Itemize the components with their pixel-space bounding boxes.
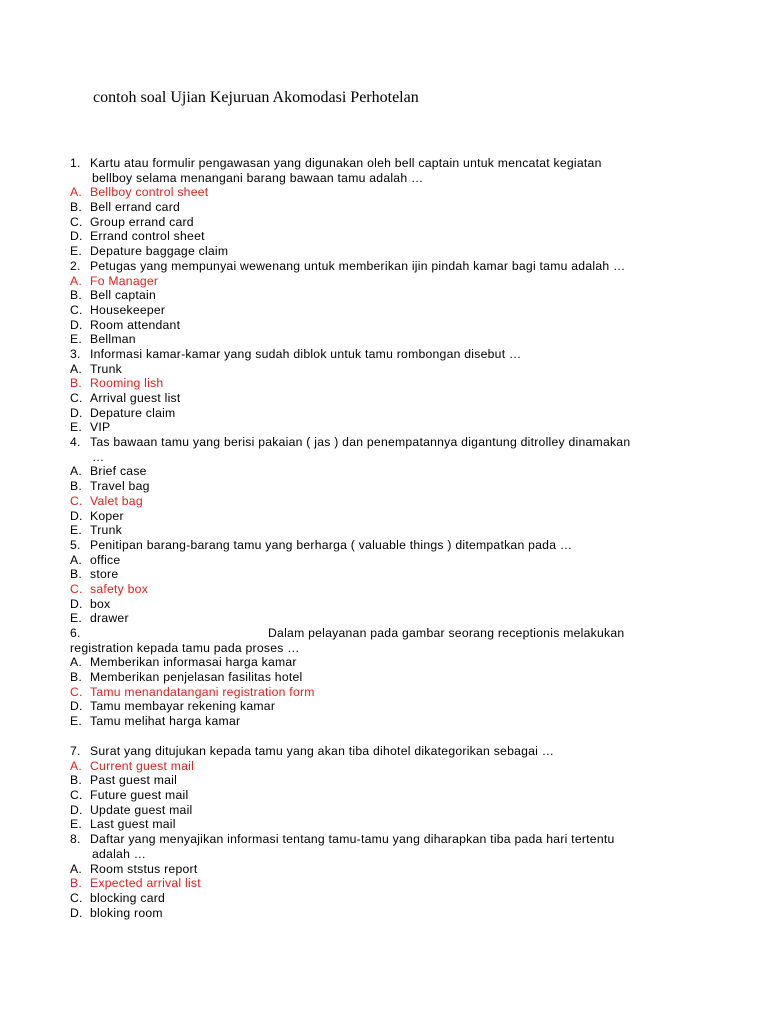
option-letter: D. <box>70 802 83 817</box>
option-text: VIP <box>90 420 111 435</box>
answer-option-correct <box>70 759 700 774</box>
question-text: Daftar yang menyajikan informasi tentang tamu-tamu yang diharapkan tiba pada hari tertentu <box>90 832 615 847</box>
answer-option <box>70 523 700 538</box>
option-letter: B. <box>70 479 83 494</box>
option-text: Bellman <box>90 332 136 347</box>
option-text: Rooming lish <box>90 376 164 391</box>
blank-line <box>70 729 700 744</box>
option-letter: D. <box>70 317 83 332</box>
option-letter: B. <box>70 200 83 215</box>
question-text: registration kepada tamu pada proses … <box>70 640 300 655</box>
option-letter: C. <box>70 581 83 596</box>
answer-option-correct <box>70 582 700 597</box>
option-text: Tamu menandatangani registration form <box>90 684 315 699</box>
option-letter: D. <box>70 508 83 523</box>
option-letter: A. <box>70 464 83 479</box>
question-text: Dalam pelayanan pada gambar seorang receptionis melakukan <box>268 626 625 640</box>
option-text: Expected arrival list <box>90 876 201 891</box>
option-letter: C. <box>70 788 83 803</box>
answer-option <box>70 332 700 347</box>
option-text: Trunk <box>90 523 122 538</box>
question-text: Informasi kamar-kamar yang sudah diblok untuk tamu rombongan disebut … <box>90 346 522 361</box>
answer-option <box>70 655 700 670</box>
option-letter: B. <box>70 773 83 788</box>
option-letter: A. <box>70 655 83 670</box>
question-number: 6. <box>70 626 81 640</box>
option-text: Koper <box>90 508 124 523</box>
option-letter: D. <box>70 229 83 244</box>
question-text: Surat yang ditujukan kepada tamu yang akan tiba dihotel dikategorikan sebagai … <box>90 744 555 758</box>
answer-option <box>70 891 700 906</box>
question-line <box>70 832 700 847</box>
answer-option-correct <box>70 685 700 700</box>
option-text: Housekeeper <box>90 302 166 317</box>
option-letter: E. <box>70 332 83 347</box>
question-text: Petugas yang mempunyai wewenang untuk memberikan ijin pindah kamar bagi tamu adalah … <box>90 258 626 273</box>
option-text: Bell captain <box>90 288 157 303</box>
question-number: 7. <box>70 744 81 758</box>
answer-option <box>70 464 700 479</box>
question-line <box>70 435 700 450</box>
option-letter: A. <box>70 273 83 288</box>
answer-option <box>70 670 700 685</box>
question-text: Kartu atau formulir pengawasan yang digunakan oleh bell captain untuk mencatat kegiatan <box>90 156 602 170</box>
answer-option-correct <box>70 494 700 509</box>
option-letter: B. <box>70 876 83 891</box>
answer-option <box>70 699 700 714</box>
answer-option-correct <box>70 185 700 200</box>
answer-option <box>70 817 700 832</box>
option-letter: B. <box>70 288 83 303</box>
answer-option-correct <box>70 376 700 391</box>
option-letter: B. <box>70 376 83 391</box>
question-text-continued <box>70 171 700 186</box>
question-number: 2. <box>70 258 81 273</box>
option-text: Tamu membayar rekening kamar <box>90 699 276 714</box>
option-letter: D. <box>70 596 83 611</box>
option-text: office <box>90 552 121 567</box>
answer-option <box>70 803 700 818</box>
answer-option <box>70 200 700 215</box>
option-text: Arrival guest list <box>90 391 181 405</box>
option-text: store <box>90 567 119 582</box>
answer-option <box>70 318 700 333</box>
answer-option <box>70 362 700 377</box>
answer-option <box>70 862 700 877</box>
option-letter: D. <box>70 905 83 920</box>
question-line <box>70 347 700 362</box>
question-line <box>70 744 700 759</box>
option-letter: E. <box>70 523 83 538</box>
option-letter: C. <box>70 214 83 229</box>
answer-option <box>70 215 700 230</box>
answer-option <box>70 420 700 435</box>
option-text: Memberikan informasai harga kamar <box>90 655 297 670</box>
answer-option <box>70 479 700 494</box>
answer-option <box>70 406 700 421</box>
option-letter: E. <box>70 611 83 626</box>
option-text: Last guest mail <box>90 817 176 832</box>
question-text: adalah … <box>92 846 147 861</box>
option-letter: E. <box>70 420 83 435</box>
option-text: drawer <box>90 611 129 626</box>
option-letter: A. <box>70 552 83 567</box>
option-text: safety box <box>90 581 149 596</box>
answer-option <box>70 714 700 729</box>
option-letter: E. <box>70 714 83 729</box>
option-letter: C. <box>70 890 83 905</box>
answer-option <box>70 597 700 612</box>
option-letter: E. <box>70 817 83 832</box>
option-text: Group errand card <box>90 214 194 229</box>
answer-option <box>70 509 700 524</box>
answer-option <box>70 391 700 406</box>
answer-option <box>70 303 700 318</box>
option-text: Future guest mail <box>90 788 189 803</box>
answer-option <box>70 553 700 568</box>
option-text: Depature baggage claim <box>90 244 229 259</box>
question-text-continued <box>70 641 700 656</box>
option-text: Brief case <box>90 464 147 479</box>
answer-option-correct <box>70 274 700 289</box>
option-letter: D. <box>70 405 83 420</box>
question-line <box>70 538 700 553</box>
option-text: Errand control sheet <box>90 229 205 244</box>
answer-option <box>70 906 700 921</box>
option-text: Memberikan penjelasan fasilitas hotel <box>90 670 303 685</box>
question-list <box>70 156 700 920</box>
option-letter: C. <box>70 684 83 699</box>
option-letter: C. <box>70 493 83 508</box>
question-text: bellboy selama menangani barang bawaan tamu adalah … <box>92 170 424 185</box>
option-text: Current guest mail <box>90 758 195 773</box>
option-text: Fo Manager <box>90 273 159 288</box>
option-text: box <box>90 596 111 611</box>
question-text: … <box>92 449 105 464</box>
question-number: 8. <box>70 832 81 847</box>
question-line <box>70 156 700 171</box>
option-text: Room attendant <box>90 317 181 332</box>
option-letter: C. <box>70 302 83 317</box>
option-text: Valet bag <box>90 493 143 508</box>
option-text: Update guest mail <box>90 802 193 817</box>
option-letter: A. <box>70 861 83 876</box>
question-number: 1. <box>70 156 81 170</box>
option-text: Tamu melihat harga kamar <box>90 714 241 729</box>
option-text: Past guest mail <box>90 773 178 788</box>
question-text-continued <box>70 450 700 465</box>
option-text: blocking card <box>90 890 166 905</box>
option-text: Bell errand card <box>90 200 181 215</box>
question-number: 4. <box>70 435 81 450</box>
option-letter: A. <box>70 185 83 200</box>
option-letter: A. <box>70 758 83 773</box>
option-text: Bellboy control sheet <box>90 185 209 200</box>
answer-option <box>70 244 700 259</box>
option-letter: B. <box>70 670 83 685</box>
option-text: Trunk <box>90 361 122 376</box>
answer-option <box>70 288 700 303</box>
option-text: Depature claim <box>90 405 176 420</box>
option-text: bloking room <box>90 905 163 920</box>
option-letter: D. <box>70 699 83 714</box>
document-title: contoh soal Ujian Kejuruan Akomodasi Perhotelan <box>93 89 419 106</box>
option-letter: E. <box>70 244 83 259</box>
answer-option <box>70 611 700 626</box>
answer-option-correct <box>70 876 700 891</box>
question-line <box>70 626 700 641</box>
question-text: Tas bawaan tamu yang berisi pakaian ( jas ) dan penempatannya digantung ditrolley dinamakan <box>90 435 631 450</box>
option-text: Room ststus report <box>90 861 198 876</box>
question-text: Penitipan barang-barang tamu yang berharga ( valuable things ) ditempatkan pada … <box>90 537 573 552</box>
answer-option <box>70 229 700 244</box>
option-letter: B. <box>70 567 83 582</box>
question-text-continued <box>70 847 700 862</box>
answer-option <box>70 788 700 803</box>
option-letter: A. <box>70 361 83 376</box>
question-line <box>70 259 700 274</box>
option-text: Travel bag <box>90 479 150 494</box>
answer-option <box>70 567 700 582</box>
answer-option <box>70 773 700 788</box>
question-number: 5. <box>70 537 81 552</box>
option-letter: C. <box>70 391 83 405</box>
question-number: 3. <box>70 346 81 361</box>
